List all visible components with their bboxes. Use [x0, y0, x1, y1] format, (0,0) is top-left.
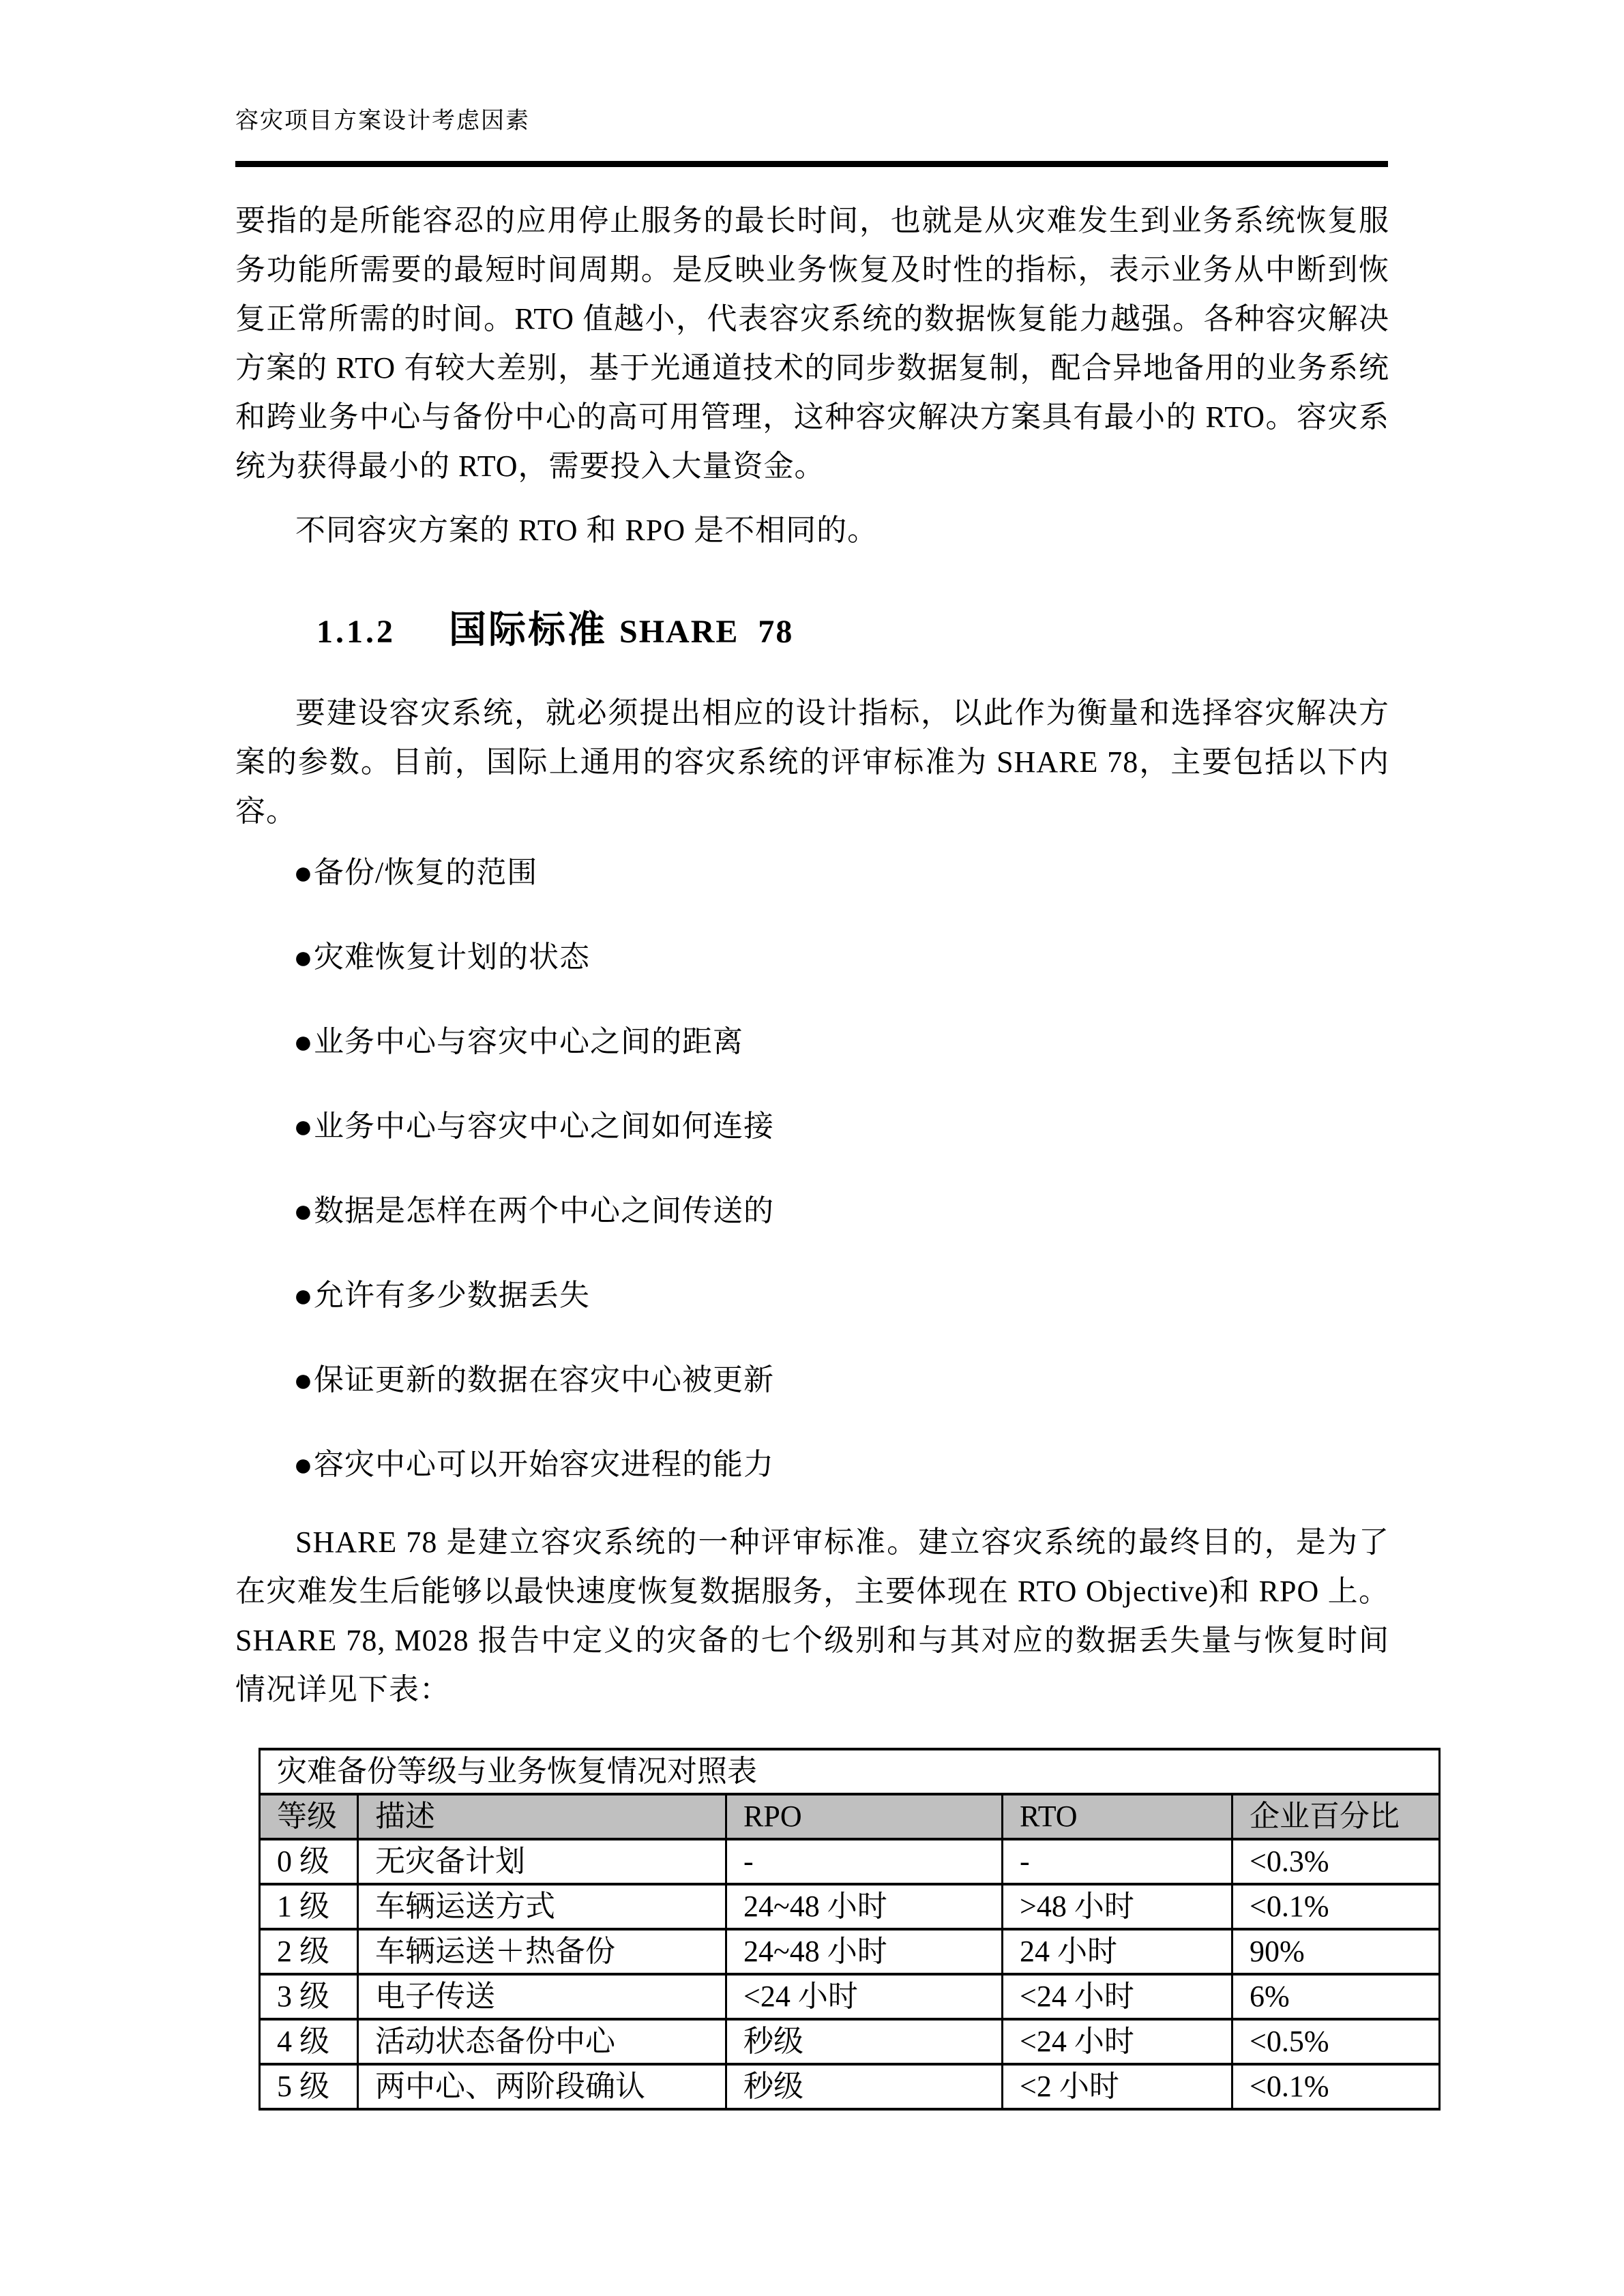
cell-rpo: 24~48 小时: [726, 1884, 1003, 1929]
cell-rpo: 秒级: [726, 2064, 1003, 2109]
cell-level: 3 级: [260, 1974, 358, 2019]
bullet-icon: ●: [293, 1024, 314, 1060]
cell-rto: 24 小时: [1003, 1929, 1232, 1974]
cell-percent: <0.1%: [1232, 1884, 1440, 1929]
list-item-text: 业务中心与容灾中心之间如何连接: [314, 1109, 774, 1143]
cell-description: 活动状态备份中心: [358, 2019, 726, 2064]
section-number: 1.1.2: [316, 614, 396, 650]
cell-percent: 90%: [1232, 1929, 1440, 1974]
column-header: RPO: [726, 1794, 1003, 1839]
list-item: [293, 1105, 1385, 1149]
list-item-text: 允许有多少数据丢失: [314, 1279, 590, 1312]
section-title-zh: 国际标准: [449, 609, 608, 651]
section-heading: [300, 581, 1388, 672]
dr-levels-table-container: [259, 1748, 1441, 2111]
table-row: [260, 1839, 1440, 1884]
column-header: 企业百分比: [1232, 1794, 1440, 1839]
cell-rto: -: [1003, 1839, 1232, 1884]
bullet-icon: ●: [293, 1193, 314, 1229]
list-item: [293, 1358, 1385, 1403]
table-row: [260, 2019, 1440, 2064]
paragraph-rto-definition: 要指的是所能容忍的应用停止服务的最长时间，也就是从灾难发生到业务系统恢复服务功能所需要的最短时间周期。是反映业务恢复及时性的指标，表示业务从中断到恢复正常所需的时间。RTO 值越小，代表容灾系统的数据恢复能力越强。各种容灾解决方案的 RTO 有较大差别，基于光通道技术的同步数据复制，配合异地备用的业务系统和跨业务中心与备份中心的高可用管理，这种容灾解决方案具有最小的 RTO。容灾系统为获得最小的 RTO，需要投入大量资金。: [235, 204, 1389, 483]
table-row: [260, 1974, 1440, 2019]
list-item: [293, 1443, 1385, 1487]
column-header: 描述: [358, 1794, 726, 1839]
running-header: 容灾项目方案设计考虑因素: [235, 108, 530, 134]
paragraph-share78-intro: 要建设容灾系统，就必须提出相应的设计指标，以此作为衡量和选择容灾解决方案的参数。目前，国际上通用的容灾系统的评审标准为 SHARE 78，主要包括以下内容。: [235, 696, 1389, 828]
list-item-text: 容灾中心可以开始容灾进程的能力: [314, 1448, 774, 1481]
cell-percent: <0.5%: [1232, 2019, 1440, 2064]
paragraph-share78-levels: SHARE 78 是建立容灾系统的一种评审标准。建立容灾系统的最终目的，是为了在灾难发生后能够以最快速度恢复数据服务，主要体现在 RTO Objective)和 RPO 上。SHARE 78, M028 报告中定义的灾备的七个级别和与其对应的数据丢失量与恢复时间情况详见下表：: [235, 1525, 1389, 1706]
bullet-icon: ●: [293, 1109, 314, 1145]
dr-levels-table: [259, 1748, 1441, 2111]
list-item: [293, 1020, 1385, 1064]
table-title: 灾难备份等级与业务恢复情况对照表: [260, 1749, 1440, 1794]
cell-percent: <0.3%: [1232, 1839, 1440, 1884]
cell-percent: <0.1%: [1232, 2064, 1440, 2109]
bullet-icon: ●: [293, 1447, 314, 1483]
cell-description: 无灾备计划: [358, 1839, 726, 1884]
list-item-text: 灾难恢复计划的状态: [314, 940, 590, 974]
list-item: [293, 936, 1385, 980]
cell-rto: <24 小时: [1003, 2019, 1232, 2064]
cell-description: 车辆运送方式: [358, 1884, 726, 1929]
header-rule: [235, 161, 1388, 167]
cell-description: 车辆运送＋热备份: [358, 1929, 726, 1974]
cell-level: 1 级: [260, 1884, 358, 1929]
share78-criteria-list: [293, 851, 1385, 1527]
cell-rpo: <24 小时: [726, 1974, 1003, 2019]
cell-rpo: 秒级: [726, 2019, 1003, 2064]
list-item-text: 保证更新的数据在容灾中心被更新: [314, 1363, 774, 1397]
cell-rpo: -: [726, 1839, 1003, 1884]
section-title-en: SHARE 78: [619, 614, 794, 650]
bullet-icon: ●: [293, 1362, 314, 1399]
cell-level: 4 级: [260, 2019, 358, 2064]
paragraph-rto-rpo-differ: 不同容灾方案的 RTO 和 RPO 是不相同的。: [295, 513, 879, 547]
bullet-icon: ●: [293, 940, 314, 976]
table-row: [260, 2064, 1440, 2109]
bullet-icon: ●: [293, 855, 314, 891]
table-title-row: [260, 1749, 1440, 1794]
cell-description: 两中心、两阶段确认: [358, 2064, 726, 2109]
list-item: [293, 1274, 1385, 1318]
list-item: [293, 1189, 1385, 1234]
column-header: RTO: [1003, 1794, 1232, 1839]
table-row: [260, 1929, 1440, 1974]
cell-percent: 6%: [1232, 1974, 1440, 2019]
table-header-row: [260, 1794, 1440, 1839]
list-item-text: 备份/恢复的范围: [314, 856, 538, 889]
cell-rto: <24 小时: [1003, 1974, 1232, 2019]
column-header: 等级: [260, 1794, 358, 1839]
cell-level: 2 级: [260, 1929, 358, 1974]
list-item-text: 数据是怎样在两个中心之间传送的: [314, 1194, 774, 1227]
list-item: [293, 851, 1385, 895]
cell-level: 0 级: [260, 1839, 358, 1884]
table-row: [260, 1884, 1440, 1929]
cell-rto: <2 小时: [1003, 2064, 1232, 2109]
bullet-icon: ●: [293, 1278, 314, 1314]
cell-rto: >48 小时: [1003, 1884, 1232, 1929]
list-item-text: 业务中心与容灾中心之间的距离: [314, 1025, 743, 1058]
cell-description: 电子传送: [358, 1974, 726, 2019]
cell-level: 5 级: [260, 2064, 358, 2109]
cell-rpo: 24~48 小时: [726, 1929, 1003, 1974]
